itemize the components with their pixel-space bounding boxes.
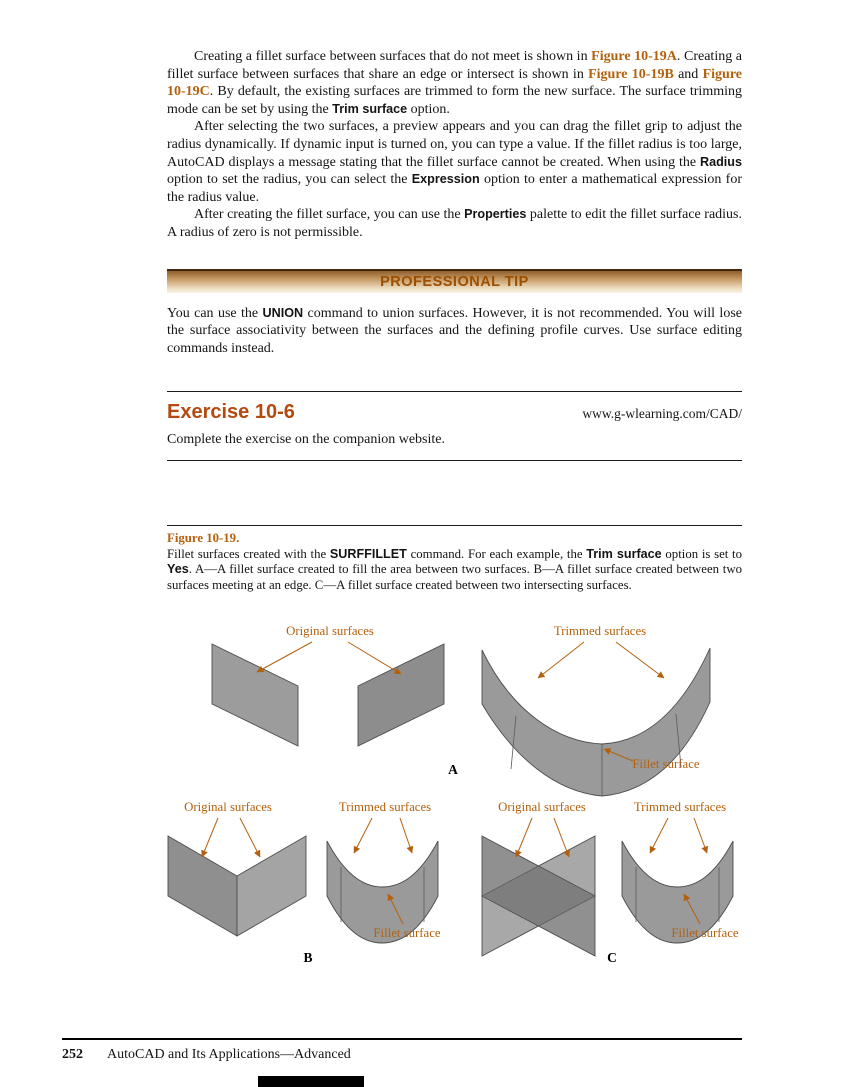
paragraph-fillet-properties: After creating the fillet surface, you can use the Properties palette to edit the fillet surface radius. A radius of zero is not permissible. (167, 207, 742, 240)
arrow-b-trimmed-right (400, 818, 412, 853)
label-a-fillet-surface: Fillet surface (632, 757, 700, 771)
label-a-trimmed-surfaces: Trimmed surfaces (553, 624, 647, 638)
content-column (167, 48, 742, 593)
professional-tip-title: PROFESSIONAL TIP (380, 273, 529, 290)
label-c-original-surfaces: Original surfaces (498, 800, 586, 814)
letter-a: A (448, 762, 458, 777)
section-divider-top (167, 391, 742, 392)
arrow-c-original-left (516, 818, 532, 857)
label-b-original-surfaces: Original surfaces (184, 800, 272, 814)
label-a-original-surfaces: Original surfaces (286, 624, 374, 638)
diagram-a-trimmed-surfaces (482, 642, 710, 796)
arrow-b-original-left (202, 818, 218, 857)
arrow-a-trimmed-right (616, 642, 664, 678)
exercise-url-link[interactable]: www.g-wlearning.com/CAD/ (582, 406, 742, 422)
arrow-b-trimmed-left (354, 818, 372, 853)
letter-b: B (303, 950, 313, 965)
arrow-a-original-left (257, 642, 312, 672)
arrow-b-original-right (240, 818, 260, 857)
exercise-title: Exercise 10-6 (167, 401, 295, 424)
figure-number-label: Figure 10-19. (167, 530, 240, 545)
book-title: AutoCAD and Its Applications—Advanced (107, 1047, 351, 1062)
professional-tip-text: You can use the UNION command to union surfaces. However, it is not recommended. You will lose the surface associativity between the surfaces and the defining profile curves. Use surface editing commands instead. (167, 305, 742, 356)
paragraph-fillet-intro: Creating a fillet surface between surfaces that do not meet is shown in Figure 10-19A. Creating a fillet surface between surfaces that share an edge or intersect is shown in Figure 10-19B and Figure 10-19C. By default, the existing surfaces are trimmed to form the new surface. The surface trimming mode can be set by using the Trim surface option. (167, 49, 742, 117)
arrow-c-trimmed-left (650, 818, 668, 853)
arrow-a-trimmed-left (538, 642, 584, 678)
figure-caption-divider (167, 525, 742, 526)
arrow-c-trimmed-right (694, 818, 707, 853)
section-divider-exercise-bottom (167, 460, 742, 461)
diagram-c-original-surfaces (482, 818, 595, 956)
label-b-fillet-surface: Fillet surface (373, 926, 441, 940)
letter-c: C (607, 950, 617, 965)
diagram-b-original-surfaces (168, 818, 306, 936)
label-b-trimmed-surfaces: Trimmed surfaces (338, 800, 432, 814)
label-c-trimmed-surfaces: Trimmed surfaces (633, 800, 727, 814)
label-c-fillet-surface: Fillet surface (671, 926, 739, 940)
exercise-instruction: Complete the exercise on the companion website. (167, 432, 445, 448)
diagram-b-trimmed-surfaces (327, 818, 441, 943)
fillet-band-a (482, 648, 710, 796)
bottom-black-bar (258, 1076, 364, 1087)
exercise-header-row (167, 401, 742, 424)
diagram-c-trimmed-surfaces (622, 818, 733, 943)
page-number: 252 (62, 1047, 83, 1062)
page-footer (62, 1038, 742, 1063)
arrow-a-original-right (348, 642, 401, 674)
paragraph-fillet-preview: After selecting the two surfaces, a preview appears and you can drag the fillet grip to adjust the radius dynamically. If dynamic input is turned on, you can type a value. If the fillet radius is too large, AutoCAD displays a message stating that the fillet surface cannot be created. When using the Radius option to set the radius, you can select the Expression option to enter a mathematical expression for the radius value. (167, 119, 742, 205)
figure-caption-text: Fillet surfaces created with the SURFFILLET command. For each example, the Trim surface option is set to Yes. A—A fillet surface created to fill the area between two surfaces. B—A fillet surface created between two surfaces meeting at an edge. C—A fillet surface created between two intersecting surfaces. (167, 546, 742, 592)
professional-tip-banner (167, 269, 742, 293)
arrow-c-original-right (554, 818, 569, 857)
figure-10-19-illustration (160, 620, 750, 982)
diagram-a-original-surfaces (212, 642, 444, 746)
